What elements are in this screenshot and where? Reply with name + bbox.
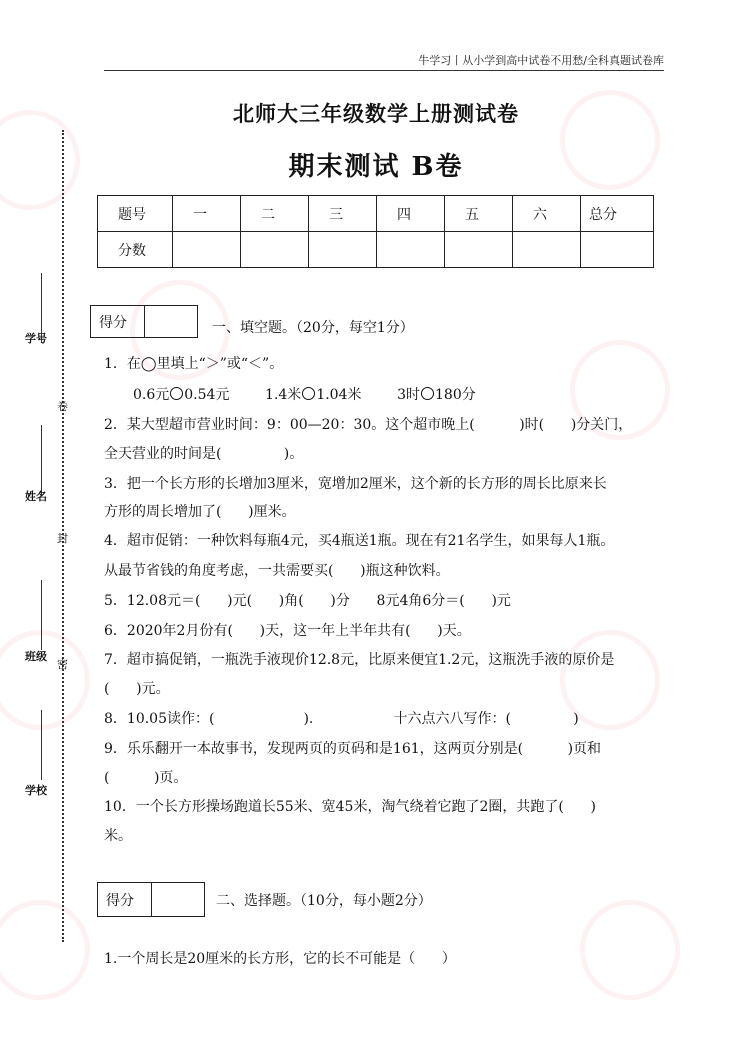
score-table [97,195,654,268]
watermark-logo [540,70,679,209]
item-text: 1.04米 [316,387,362,403]
score-box-field[interactable] [152,883,204,916]
question: 7．超市搞促销，一瓶洗手液现价12.8元，比原来便宜1.2元，这瓶洗手液的原价是 [104,652,615,668]
score-table-header: 二 [241,196,309,232]
item-text: 180分 [435,387,476,403]
score-cell[interactable] [445,232,513,268]
score-table-row [98,232,654,268]
question: 方形的周长增加了( )厘米。 [104,504,296,520]
score-cell[interactable] [581,232,654,268]
question: 5．12.08元＝( )元( )角( )分 8元4角6分＝( )元 [104,593,511,609]
question: 6．2020年2月份有( )天，这一年上半年共有( )天。 [104,623,471,639]
section1-score-box [90,305,198,338]
question: 8．10.05读作：( ). 十六点六八写作：( ) [104,711,579,727]
question: 9．乐乐翻开一本故事书，发现两页的页码和是161，这两页分别是( )页和 [104,741,602,757]
question: 米。 [104,828,132,844]
item-text: 1.4米 [265,387,302,403]
page-title: 北师大三年级数学上册测试卷 [233,101,519,126]
name-label: 姓名 [25,490,47,503]
score-box-label: 得分 [98,883,152,916]
binding-word: 封 [57,532,68,545]
compare-circle[interactable] [302,387,315,400]
name-line [41,425,42,495]
question: 10．一个长方形操场跑道长55米、宽45米，淘气绕着它跑了2圈，共跑了( ) [104,799,596,815]
question: ( )元。 [104,681,170,697]
score-table-header: 总分 [581,196,654,232]
watermark-logo [560,880,699,1019]
section2-score-box [97,882,205,917]
page-subtitle: 期末测试 B卷 [288,152,464,182]
score-table-header-row [98,196,654,232]
compare-circle[interactable] [421,387,434,400]
binding-word: 卷 [57,400,68,413]
class-label: 班级 [25,650,47,663]
item-text: 0.54元 [184,387,230,403]
question: 2．某大型超市营业时间：9：00—20：30。这个超市晚上( )时( )分关门， [104,417,633,433]
question: 4．超市促销：一种饮料每瓶4元，买4瓶送1瓶。现在有21名学生，如果每人1瓶。 [104,533,615,549]
score-table-header: 四 [377,196,445,232]
question: 1.一个周长是20厘米的长方形，它的长不可能是（ ） [104,951,456,967]
question: ( )页。 [104,770,188,786]
score-box-field[interactable] [145,306,197,337]
score-table-header: 五 [445,196,513,232]
watermark-logo [0,880,110,1019]
question: 3．把一个长方形的长增加3厘米，宽增加2厘米，这个新的长方形的周长比原来长 [104,476,607,492]
score-cell[interactable] [309,232,377,268]
item-text: 0.6元 [133,387,170,403]
score-cell[interactable] [377,232,445,268]
header-divider [104,70,664,71]
section2-title: 二、选择题。（10分，每小题2分） [216,893,432,909]
question: 1．在◯里填上“＞”或“＜”。 [104,356,284,372]
score-cell[interactable] [173,232,241,268]
score-table-header: 一 [173,196,241,232]
watermark-logo [540,610,679,749]
question-1-items [133,384,476,404]
score-table-header: 题号 [98,196,173,232]
binding-word: 密 [57,658,68,671]
score-cell[interactable] [241,232,309,268]
score-table-header: 三 [309,196,377,232]
school-label: 学校 [25,784,47,797]
question: 从最节省钱的角度考虑，一共需要买( )瓶这种饮料。 [104,563,450,579]
class-line [41,580,42,650]
score-box-label: 得分 [91,306,145,337]
watermark-logo [550,320,689,459]
header-text: 牛学习丨从小学到高中试卷不用愁/全科真题试卷库 [418,54,664,67]
question: 全天营业的时间是( )。 [104,446,304,462]
section1-title: 一、填空题。（20分，每空1分） [212,320,414,336]
watermark-logo [0,610,110,749]
score-cell[interactable] [513,232,581,268]
score-table-header: 六 [513,196,581,232]
compare-circle[interactable] [170,387,183,400]
student-id-label: 学号 [25,332,47,345]
school-line [41,710,42,780]
item-text: 3时 [397,387,421,403]
score-table-row-label: 分数 [98,232,173,268]
